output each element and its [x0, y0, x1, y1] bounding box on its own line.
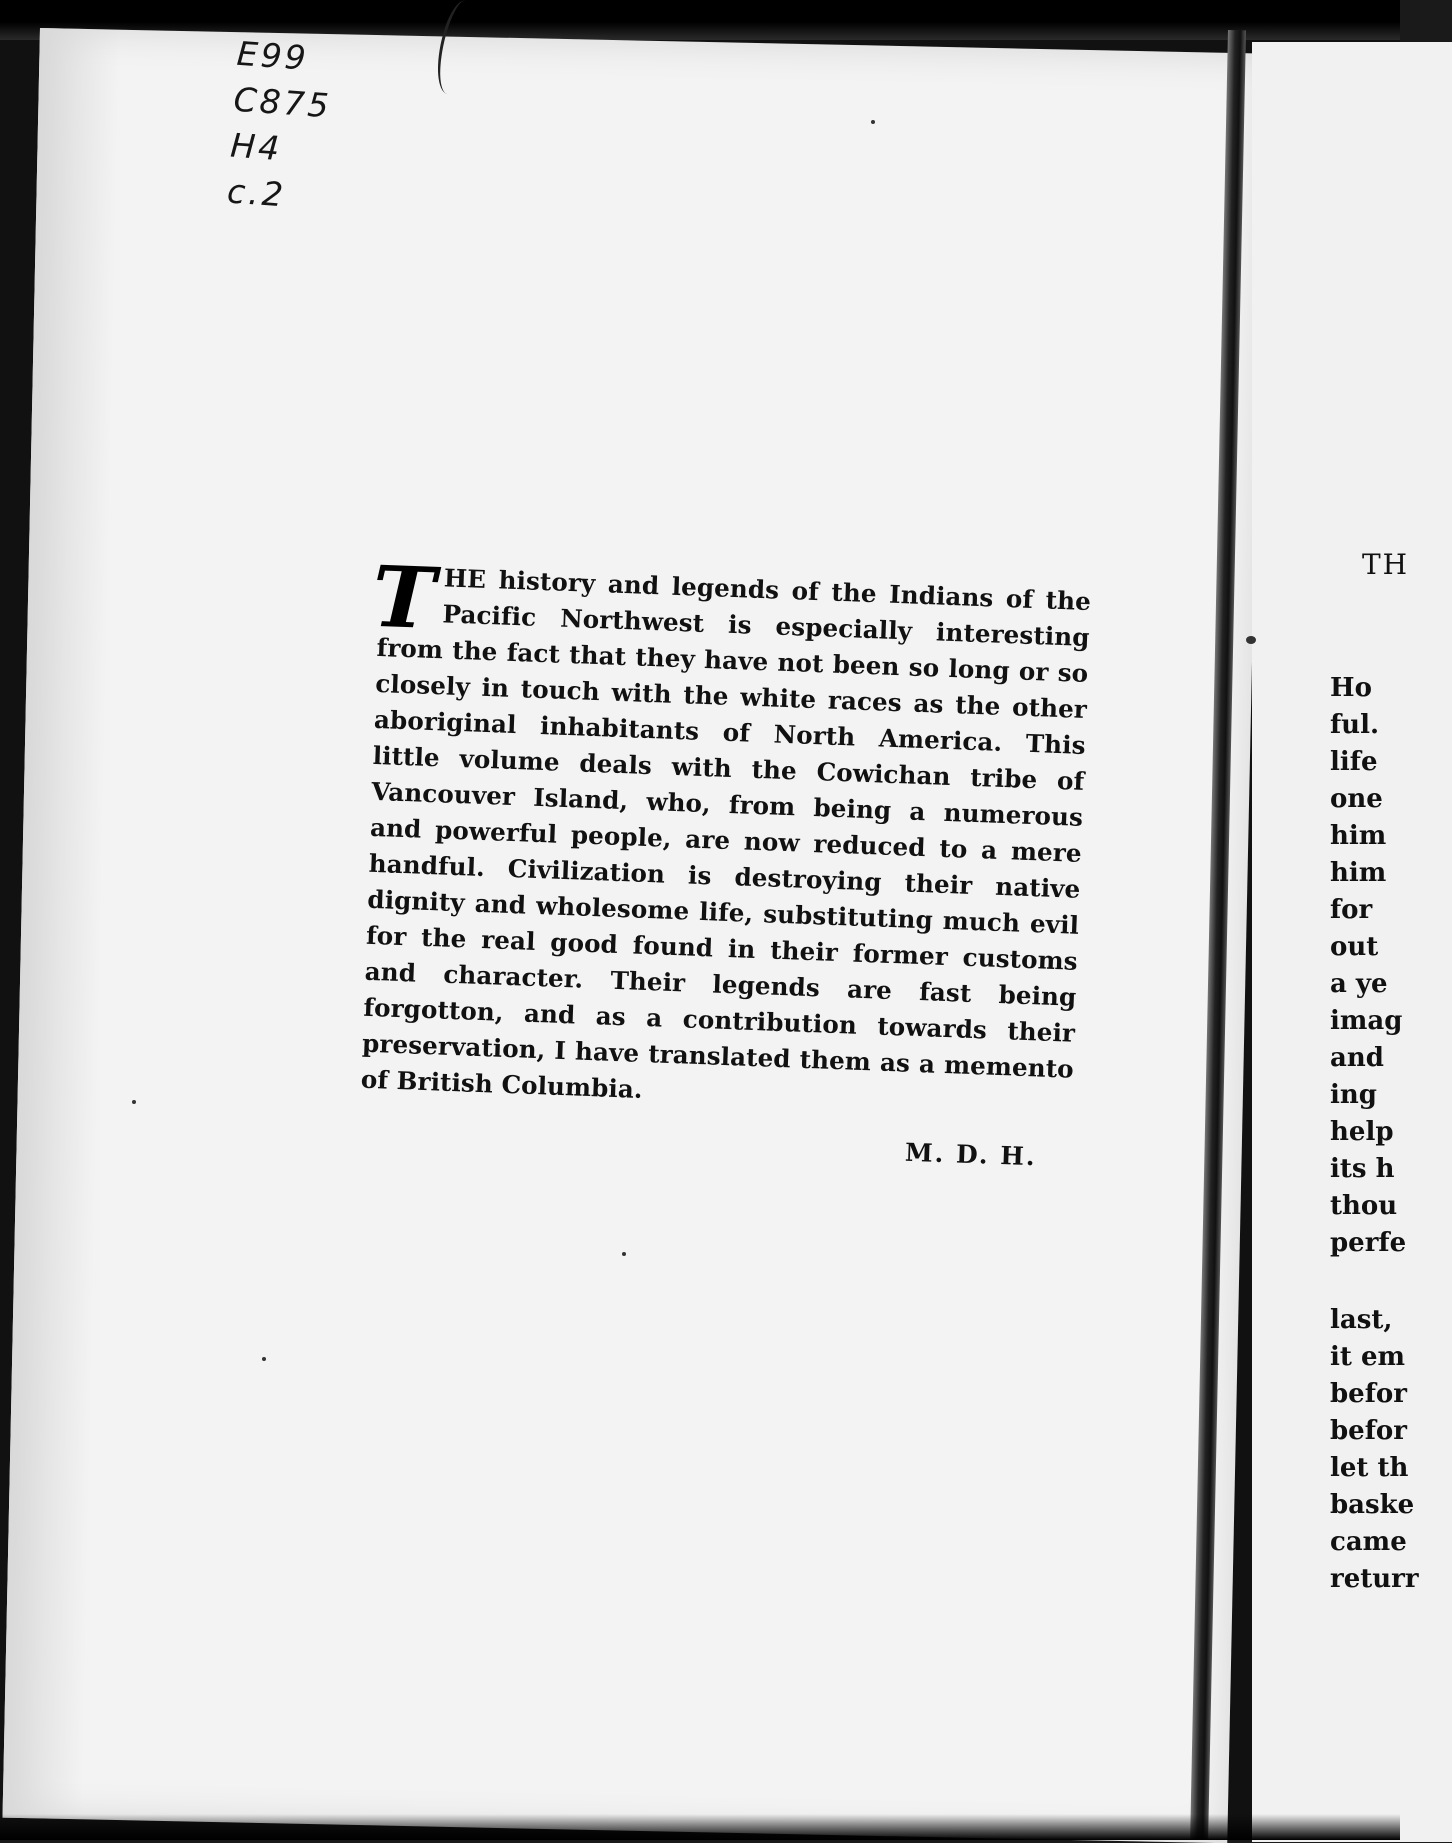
call-number-line: H4 [229, 125, 284, 169]
right-line: life [1330, 747, 1378, 777]
scan-speck [871, 120, 875, 124]
right-line: perfe [1330, 1228, 1407, 1258]
scan-speck [622, 1252, 626, 1256]
scan-speck [262, 1357, 266, 1361]
right-line: returr [1330, 1564, 1419, 1594]
right-line: came [1330, 1527, 1407, 1557]
right-line: baske [1330, 1490, 1415, 1520]
right-line: ing [1330, 1080, 1377, 1110]
call-number-line: E99 [235, 33, 310, 78]
right-line: out [1330, 932, 1379, 962]
scan-bottom-shadow [0, 1814, 1400, 1840]
right-line: it em [1330, 1342, 1405, 1372]
scan-speck [1246, 636, 1256, 644]
right-line: a ye [1330, 969, 1388, 999]
scan-speck [132, 1100, 136, 1104]
right-page-heading-fragment: TH [1362, 548, 1410, 581]
right-line: for [1330, 895, 1373, 925]
left-page-edge-shading [3, 28, 120, 1819]
preface-text: HE history and legends of the Indians of the Pacific Northwest is especially interesting from the fact that they have not been so long or so closely in touch with the white races as the other aboriginal inhabitants of North America. This little volume deals with the Cowichan tribe of Vancouver Island, who, from being a numerous and powerful people, are now reduced to a mere handful. Civilization is destroying their native dignity and wholesome life, substituting much evil for the real good found in their former customs and character. Their legends are fast being forgotton, and as a contribution towards their preservation, I have translated them as a memento of British Columbia. [360, 563, 1092, 1104]
author-initials: M. D. H. [904, 1137, 1038, 1172]
right-page-text-fragments [1330, 670, 1419, 1598]
right-line: let th [1330, 1453, 1409, 1483]
right-line: him [1330, 821, 1387, 851]
right-line: thou [1330, 1191, 1398, 1221]
paragraph-gap [1330, 1262, 1419, 1302]
right-line: help [1330, 1117, 1394, 1147]
right-line: one [1330, 784, 1383, 814]
preface-paragraph [360, 546, 1092, 1124]
handwritten-call-number [226, 31, 337, 221]
right-line: its h [1330, 1154, 1395, 1184]
right-line: befor [1330, 1379, 1407, 1409]
right-line: him [1330, 858, 1387, 888]
right-line: imag [1330, 1006, 1403, 1036]
right-line: ful. [1330, 710, 1380, 740]
right-line: and [1330, 1043, 1384, 1073]
right-line: last, [1330, 1305, 1393, 1335]
right-line: Ho [1330, 673, 1372, 703]
call-number-line: c.2 [225, 171, 288, 215]
right-line: befor [1330, 1416, 1407, 1446]
drop-cap: T [370, 546, 437, 649]
call-number-line: C875 [232, 79, 333, 126]
